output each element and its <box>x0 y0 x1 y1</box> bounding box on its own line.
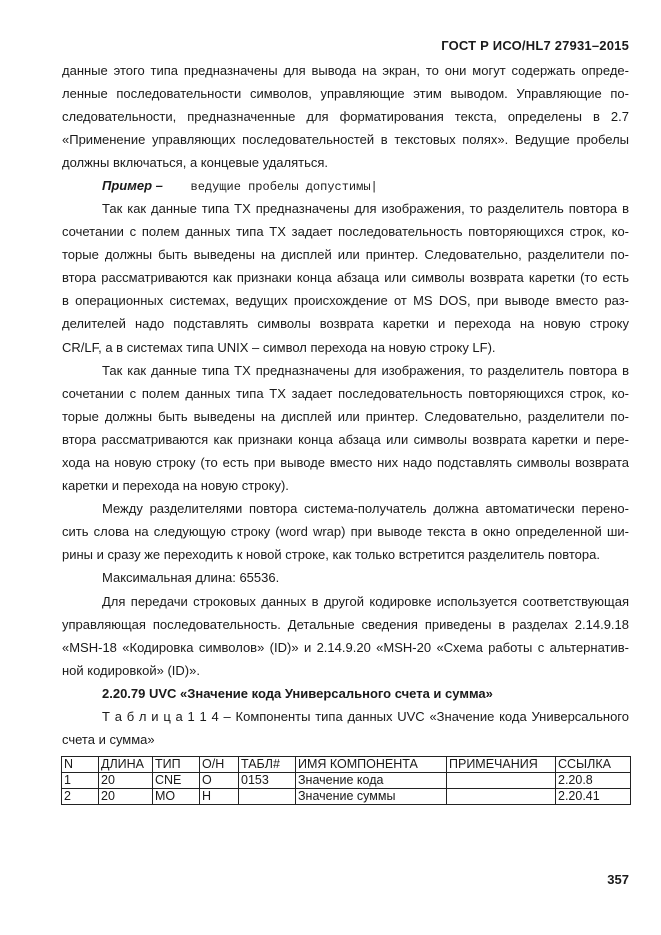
table-row <box>62 773 631 789</box>
text-line: торые должны быть выведены на дисплей или принтер. Следовательно, разделители по- <box>62 247 629 262</box>
header-cell: ССЫЛКА <box>556 757 631 773</box>
table-cell: CNE <box>153 773 200 789</box>
header-cell: ПРИМЕЧАНИЯ <box>447 757 556 773</box>
table-cell: 1 <box>62 773 99 789</box>
table-cell: 2.20.41 <box>556 789 631 805</box>
table-cell: 20 <box>99 789 153 805</box>
example-line <box>102 178 629 195</box>
table-caption: Т а б л и ц а 1 1 4 – Компоненты типа данных UVC «Значение кода Универсального <box>102 709 629 724</box>
table-cell: 0153 <box>239 773 296 789</box>
text-line: Так как данные типа ТХ предназначены для изображения, то разделитель повтора в <box>102 363 629 378</box>
text-line: данные этого типа предназначены для вывода на экран, то они могут содержать опреде- <box>62 63 629 78</box>
table-cell: 2.20.8 <box>556 773 631 789</box>
header-cell: О/Н <box>200 757 239 773</box>
header-cell: N <box>62 757 99 773</box>
example-label: Пример – <box>102 178 163 193</box>
text-line: делителей надо подставлять символы возврата каретки и перехода на новую строку <box>62 316 629 331</box>
components-table <box>61 756 631 805</box>
text-line: рины и сразу же переходить к новой строке, как только встретится разделитель повтора. <box>62 547 600 562</box>
text-line: сочетании с полем данных типа ТХ задает последовательность повторяющихся строк, ко- <box>62 386 629 401</box>
table-caption: счета и сумма» <box>62 732 155 747</box>
page-number: 357 <box>607 872 629 887</box>
text-line: Для передачи строковых данных в другой кодировке используется соответствующая <box>102 594 629 609</box>
table-cell: Значение суммы <box>296 789 447 805</box>
table-cell <box>447 789 556 805</box>
header-cell: ТИП <box>153 757 200 773</box>
text-line: ной кодировкой» (ID)». <box>62 663 200 678</box>
example-text: ведущие пробелы допустимы| <box>190 180 378 194</box>
table-cell: 2 <box>62 789 99 805</box>
section-heading: 2.20.79 UVC «Значение кода Универсального счета и сумма» <box>102 686 493 701</box>
table-cell: Значение кода <box>296 773 447 789</box>
text-line: Так как данные типа ТХ предназначены для изображения, то разделитель повтора в <box>102 201 629 216</box>
header-cell: ИМЯ КОМПОНЕНТА <box>296 757 447 773</box>
text-line: «Применение управляющих последовательностей в текстовых полях». Ведущие пробелы <box>62 132 629 147</box>
text-line: «MSH-18 «Кодировка символов» (ID)» и 2.14.9.20 «MSH-20 «Схема работы с альтернатив- <box>62 640 629 655</box>
text-line: в операционных системах, ведущих происхождение от MS DOS, при выводе вместо раз- <box>62 293 629 308</box>
text-line: должны включаться, а концевые удаляться. <box>62 155 329 170</box>
document-header: ГОСТ Р ИСО/HL7 27931–2015 <box>441 38 629 53</box>
table-header-row <box>62 757 631 773</box>
text-line: сочетании с полем данных типа ТХ задает последовательность повторяющихся строк, ко- <box>62 224 629 239</box>
table-cell <box>239 789 296 805</box>
table-cell <box>447 773 556 789</box>
text-line: хода на новую строку (то есть при выводе вместо них надо подставлять символы возврата <box>62 455 629 470</box>
text-line: Максимальная длина: 65536. <box>102 570 280 585</box>
text-line: Между разделителями повтора система-получатель должна автоматически перено- <box>102 501 629 516</box>
text-line: ленные последовательности символов, управляющие этим выводом. Управляющие по- <box>62 86 629 101</box>
text-line: втора рассматриваются как признаки конца абзаца или символы возврата каретки и пере- <box>62 432 629 447</box>
text-line: каретки и перехода на новую строку). <box>62 478 289 493</box>
header-cell: ДЛИНА <box>99 757 153 773</box>
table-cell: O <box>200 773 239 789</box>
table-cell: H <box>200 789 239 805</box>
text-line: торые должны быть выведены на дисплей или принтер. Следовательно, разделители по- <box>62 409 629 424</box>
table-cell: MO <box>153 789 200 805</box>
text-line: CR/LF, а в системах типа UNIX – символ перехода на новую строку LF). <box>62 340 496 355</box>
header-cell: ТАБЛ# <box>239 757 296 773</box>
text-line: втора рассматриваются как признаки конца абзаца или символы возврата каретки (то есть <box>62 270 629 285</box>
text-line: сить слова на следующую строку (word wrap) при выводе текста в окно определенной ши- <box>62 524 629 539</box>
table-cell: 20 <box>99 773 153 789</box>
table-row <box>62 789 631 805</box>
text-line: следовательности, предназначенные для форматирования текста, определены в 2.7 <box>62 109 629 124</box>
text-line: управляющая последовательность. Детальные сведения приведены в разделах 2.14.9.18 <box>62 617 629 632</box>
